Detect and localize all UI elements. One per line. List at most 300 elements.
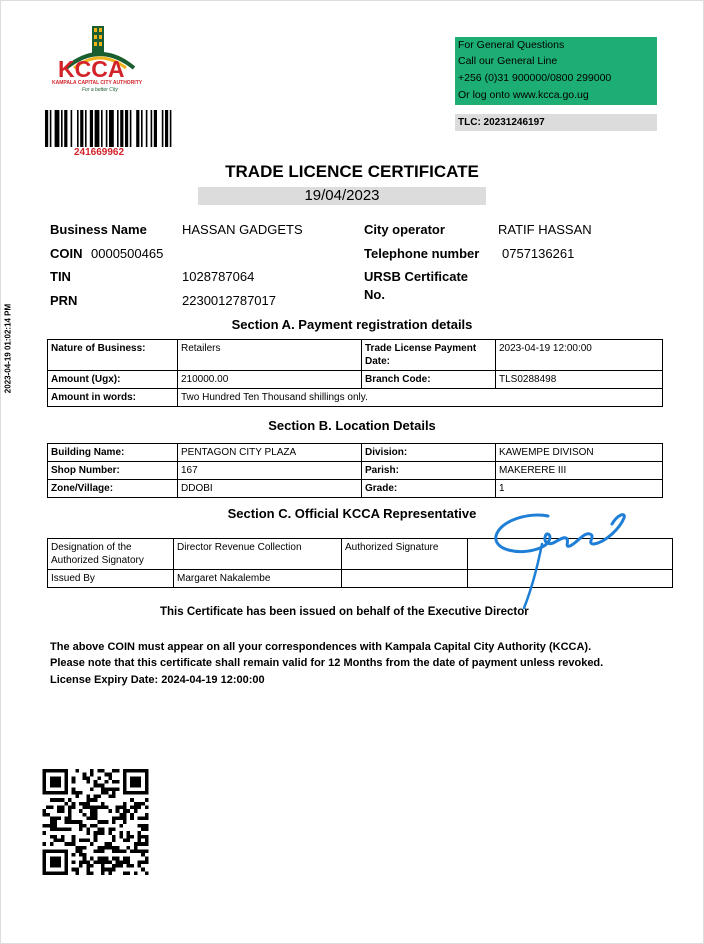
qr-module [138, 860, 142, 864]
qr-module [145, 842, 149, 846]
qr-module [79, 824, 83, 828]
barcode-bar [109, 110, 114, 147]
qr-module [57, 849, 61, 853]
qr-module [50, 871, 54, 875]
qr-module [72, 806, 76, 810]
telephone-label: Telephone number [364, 246, 480, 261]
certificate-date: 19/04/2023 [198, 187, 486, 205]
logo-tagline: For a better City [82, 87, 118, 93]
general-questions-box [455, 37, 657, 105]
qr-module [53, 864, 57, 868]
qr-module [46, 806, 50, 810]
qr-module [97, 860, 101, 864]
qr-module [123, 784, 127, 788]
branch-value: TLS0288498 [496, 371, 663, 389]
qr-module [83, 813, 87, 817]
qr-module [101, 827, 105, 831]
qr-module [130, 813, 134, 817]
qr-module [94, 849, 98, 853]
city-operator-value: RATIF HASSAN [498, 222, 592, 237]
qr-module [145, 857, 149, 861]
barcode-bar [125, 110, 128, 147]
qr-module [123, 802, 127, 806]
qr-module [141, 849, 145, 853]
tlc-number: TLC: 20231246197 [455, 114, 657, 131]
qr-module [64, 817, 68, 821]
qr-module [134, 791, 138, 795]
qr-module [57, 809, 61, 813]
qr-module [86, 802, 90, 806]
qr-module [116, 846, 120, 850]
qr-module [86, 860, 90, 864]
qr-module [75, 868, 79, 872]
qr-module [138, 838, 142, 842]
qr-module [119, 813, 123, 817]
designation-label-2: Authorized Signatory [51, 555, 144, 566]
qr-module [127, 857, 131, 861]
info-line: +256 (0)31 900000/0800 299000 [458, 72, 612, 84]
words-label: Amount in words: [48, 389, 178, 407]
qr-module [123, 817, 127, 821]
coin-value: 0000500465 [91, 246, 164, 261]
qr-module [68, 820, 72, 824]
qr-module [116, 864, 120, 868]
ursb-label-cont: No. [364, 287, 385, 302]
qr-module [72, 787, 76, 791]
info-line: Call our General Line [458, 55, 558, 67]
qr-module [97, 795, 101, 799]
qr-module [61, 806, 65, 810]
qr-module [119, 864, 123, 868]
qr-module [145, 817, 149, 821]
qr-module [94, 795, 98, 799]
qr-module [72, 860, 76, 864]
qr-module [108, 860, 112, 864]
qr-module [43, 809, 47, 813]
qr-module [123, 849, 127, 853]
barcode-bar [80, 110, 83, 147]
qr-module [50, 835, 54, 839]
qr-module [112, 838, 116, 842]
qr-module [112, 849, 116, 853]
qr-module [134, 849, 138, 853]
qr-module [43, 868, 47, 872]
qr-module [86, 776, 90, 780]
city-operator-label: City operator [364, 222, 445, 237]
qr-module [53, 769, 57, 773]
qr-module [79, 849, 83, 853]
qr-module [72, 802, 76, 806]
qr-module [53, 776, 57, 780]
qr-module [64, 871, 68, 875]
qr-module [108, 827, 112, 831]
business-name-label: Business Name [50, 222, 147, 237]
qr-module [68, 798, 72, 802]
qr-module [86, 871, 90, 875]
footer-note: The above COIN must appear on all your correspondences with Kampala Capital City Authority (KCCA). [50, 641, 592, 653]
qr-module [53, 780, 57, 784]
qr-module [64, 857, 68, 861]
qr-module [141, 802, 145, 806]
qr-module [72, 842, 76, 846]
qr-module [43, 776, 47, 780]
qr-module [72, 853, 76, 857]
qr-module [97, 857, 101, 861]
qr-module [105, 791, 109, 795]
barcode-image [45, 110, 213, 147]
qr-module [134, 846, 138, 850]
barcode-bar [162, 110, 164, 147]
qr-module [123, 791, 127, 795]
qr-module [101, 769, 105, 773]
barcode-bar [106, 110, 108, 147]
qr-module [119, 860, 123, 864]
qr-module [105, 868, 109, 872]
qr-module [94, 784, 98, 788]
qr-module [141, 817, 145, 821]
qr-module [50, 820, 54, 824]
qr-module [75, 846, 79, 850]
qr-module [112, 791, 116, 795]
qr-module [79, 802, 83, 806]
qr-module [46, 849, 50, 853]
qr-module [112, 780, 116, 784]
qr-module [97, 769, 101, 773]
barcode-number: 241669962 [74, 147, 125, 158]
qr-module [57, 827, 61, 831]
qr-module [57, 864, 61, 868]
qr-module [64, 780, 68, 784]
qr-module [83, 857, 87, 861]
qr-module [145, 791, 149, 795]
qr-module [53, 860, 57, 864]
qr-module [105, 806, 109, 810]
qr-module [83, 802, 87, 806]
qr-module [134, 806, 138, 810]
info-line: For General Questions [458, 39, 565, 51]
qr-module [97, 820, 101, 824]
qr-module [90, 809, 94, 813]
qr-module [141, 824, 145, 828]
qr-module [64, 820, 68, 824]
qr-module [43, 791, 47, 795]
qr-module [57, 776, 61, 780]
qr-module [97, 776, 101, 780]
qr-module [112, 864, 116, 868]
qr-module [94, 798, 98, 802]
qr-module [97, 806, 101, 810]
qr-module [141, 827, 145, 831]
qr-module [112, 846, 116, 850]
table-row [48, 462, 663, 480]
qr-module [116, 769, 120, 773]
qr-module [50, 798, 54, 802]
qr-module [101, 868, 105, 872]
qr-module [127, 864, 131, 868]
qr-module [75, 795, 79, 799]
qr-module [94, 831, 98, 835]
qr-module [116, 817, 120, 821]
qr-module [105, 857, 109, 861]
qr-module [105, 780, 109, 784]
barcode-bar [151, 110, 153, 147]
qr-module [141, 769, 145, 773]
table-row [48, 371, 663, 389]
table-row [48, 389, 663, 407]
qr-module [90, 787, 94, 791]
qr-module [61, 835, 65, 839]
qr-module [134, 784, 138, 788]
qr-module [116, 860, 120, 864]
barcode-bar [146, 110, 148, 147]
qr-module [72, 776, 76, 780]
logo-subtitle: KAMPALA CAPITAL CITY AUTHORITY [52, 80, 143, 86]
qr-module [127, 791, 131, 795]
qr-module [43, 769, 47, 773]
qr-module [145, 827, 149, 831]
qr-module [64, 860, 68, 864]
qr-module [116, 787, 120, 791]
qr-module [57, 817, 61, 821]
building-value: PENTAGON CITY PLAZA [178, 444, 362, 462]
qr-module [90, 864, 94, 868]
qr-module [46, 791, 50, 795]
qr-module [119, 831, 123, 835]
amount-value: 210000.00 [178, 371, 362, 389]
qr-module [130, 817, 134, 821]
qr-module [119, 835, 123, 839]
qr-module [123, 776, 127, 780]
qr-module [90, 798, 94, 802]
qr-module [64, 827, 68, 831]
qr-module [130, 835, 134, 839]
qr-module [101, 787, 105, 791]
barcode-bar [141, 110, 143, 147]
print-timestamp: 2023-04-19 01:02:14 PM [3, 303, 13, 394]
qr-module [57, 806, 61, 810]
qr-module [105, 860, 109, 864]
division-value: KAWEMPE DIVISON [496, 444, 663, 462]
logo-text: KCCA [58, 56, 125, 82]
barcode-bar [55, 110, 60, 147]
info-line: Or log onto www.kcca.go.ug [458, 89, 589, 101]
qr-module [50, 827, 54, 831]
qr-module [119, 817, 123, 821]
words-value: Two Hundred Ten Thousand shillings only. [178, 389, 663, 407]
qr-module [68, 817, 72, 821]
qr-module [123, 773, 127, 777]
qr-module [43, 831, 47, 835]
qr-module [57, 780, 61, 784]
qr-module [68, 827, 72, 831]
qr-module [138, 849, 142, 853]
qr-module [116, 809, 120, 813]
payment-date-label-2: Date: [365, 356, 391, 367]
qr-module [50, 769, 54, 773]
qr-module [83, 806, 87, 810]
qr-module [72, 835, 76, 839]
ursb-label: URSB Certificate [364, 269, 469, 284]
qr-module [75, 820, 79, 824]
telephone-value: 0757136261 [502, 246, 575, 261]
qr-module [75, 849, 79, 853]
qr-module [72, 791, 76, 795]
qr-module [123, 838, 127, 842]
qr-module [101, 864, 105, 868]
barcode-bar [71, 110, 73, 147]
qr-module [112, 827, 116, 831]
qr-module [138, 842, 142, 846]
qr-module [86, 864, 90, 868]
qr-module [97, 827, 101, 831]
qr-module [79, 827, 83, 831]
barcode-bar [50, 110, 52, 147]
qr-module [101, 871, 105, 875]
qr-module [83, 773, 87, 777]
qr-module [141, 860, 145, 864]
qr-module [68, 809, 72, 813]
qr-module [53, 798, 57, 802]
qr-module [108, 773, 112, 777]
qr-module [79, 860, 83, 864]
designation-label-1: Designation of the [51, 542, 132, 553]
qr-module [138, 791, 142, 795]
qr-module [97, 849, 101, 853]
qr-module [134, 809, 138, 813]
qr-module [119, 824, 123, 828]
qr-module [130, 849, 134, 853]
qr-module [130, 780, 134, 784]
qr-module [43, 813, 47, 817]
qr-module [50, 817, 54, 821]
qr-module [108, 868, 112, 872]
qr-module [119, 806, 123, 810]
qr-module [79, 864, 83, 868]
qr-module [43, 849, 47, 853]
qr-module [64, 773, 68, 777]
qr-module [105, 846, 109, 850]
qr-module [53, 857, 57, 861]
qr-module [53, 871, 57, 875]
qr-module [116, 806, 120, 810]
qr-module [50, 857, 54, 861]
barcode-bar [85, 110, 87, 147]
barcode-bar [120, 110, 123, 147]
qr-module [86, 817, 90, 821]
qr-module [127, 838, 131, 842]
tin-label: TIN [50, 269, 71, 284]
qr-module [43, 857, 47, 861]
qr-module [145, 780, 149, 784]
qr-module [53, 784, 57, 788]
qr-module [141, 853, 145, 857]
qr-module [112, 817, 116, 821]
qr-module [101, 820, 105, 824]
qr-module [50, 849, 54, 853]
qr-module [112, 787, 116, 791]
qr-module [43, 780, 47, 784]
qr-module [90, 842, 94, 846]
qr-module [53, 835, 57, 839]
qr-module [145, 835, 149, 839]
qr-module [127, 769, 131, 773]
amount-label: Amount (Ugx): [48, 371, 178, 389]
empty-cell [342, 570, 468, 588]
qr-module [123, 787, 127, 791]
qr-module [75, 871, 79, 875]
qr-module [72, 780, 76, 784]
qr-module [53, 838, 57, 842]
qr-module [83, 846, 87, 850]
qr-module [86, 868, 90, 872]
qr-module [134, 871, 138, 875]
zone-value: DDOBI [178, 480, 362, 498]
qr-module [112, 868, 116, 872]
shop-value: 167 [178, 462, 362, 480]
qr-module [108, 787, 112, 791]
qr-module [64, 864, 68, 868]
qr-module [50, 824, 54, 828]
qr-module [101, 846, 105, 850]
authorized-signature-label: Authorized Signature [342, 539, 468, 570]
qr-module [86, 798, 90, 802]
qr-module [138, 769, 142, 773]
qr-module [123, 806, 127, 810]
certificate-title: TRADE LICENCE CERTIFICATE [225, 162, 479, 181]
qr-module [64, 842, 68, 846]
qr-module [145, 849, 149, 853]
barcode-bar [90, 110, 93, 147]
qr-module [72, 820, 76, 824]
qr-module [130, 784, 134, 788]
grade-value: 1 [496, 480, 663, 498]
barcode-bar [64, 110, 67, 147]
qr-module [57, 798, 61, 802]
qr-module [116, 857, 120, 861]
footer-note: Please note that this certificate shall remain valid for 12 Months from the date of payment unless revoked. [50, 657, 604, 669]
qr-module [61, 798, 65, 802]
qr-module [86, 838, 90, 842]
table-row [48, 444, 663, 462]
barcode-bar [136, 110, 139, 147]
qr-module [75, 791, 79, 795]
qr-module [108, 776, 112, 780]
parish-label: Parish: [362, 462, 496, 480]
qr-module [116, 849, 120, 853]
qr-module [90, 824, 94, 828]
qr-module [43, 824, 47, 828]
qr-module [145, 798, 149, 802]
qr-module [108, 795, 112, 799]
qr-module [94, 806, 98, 810]
qr-module [138, 780, 142, 784]
qr-module [68, 842, 72, 846]
location-table [47, 443, 663, 498]
qr-module [112, 857, 116, 861]
qr-module [79, 853, 83, 857]
qr-module [50, 842, 54, 846]
qr-module [123, 820, 127, 824]
qr-module [46, 769, 50, 773]
qr-module [50, 864, 54, 868]
qr-module [64, 787, 68, 791]
qr-module [90, 817, 94, 821]
qr-module [64, 802, 68, 806]
qr-module [97, 846, 101, 850]
qr-module [123, 871, 127, 875]
qr-module [145, 806, 149, 810]
zone-label: Zone/Village: [48, 480, 178, 498]
